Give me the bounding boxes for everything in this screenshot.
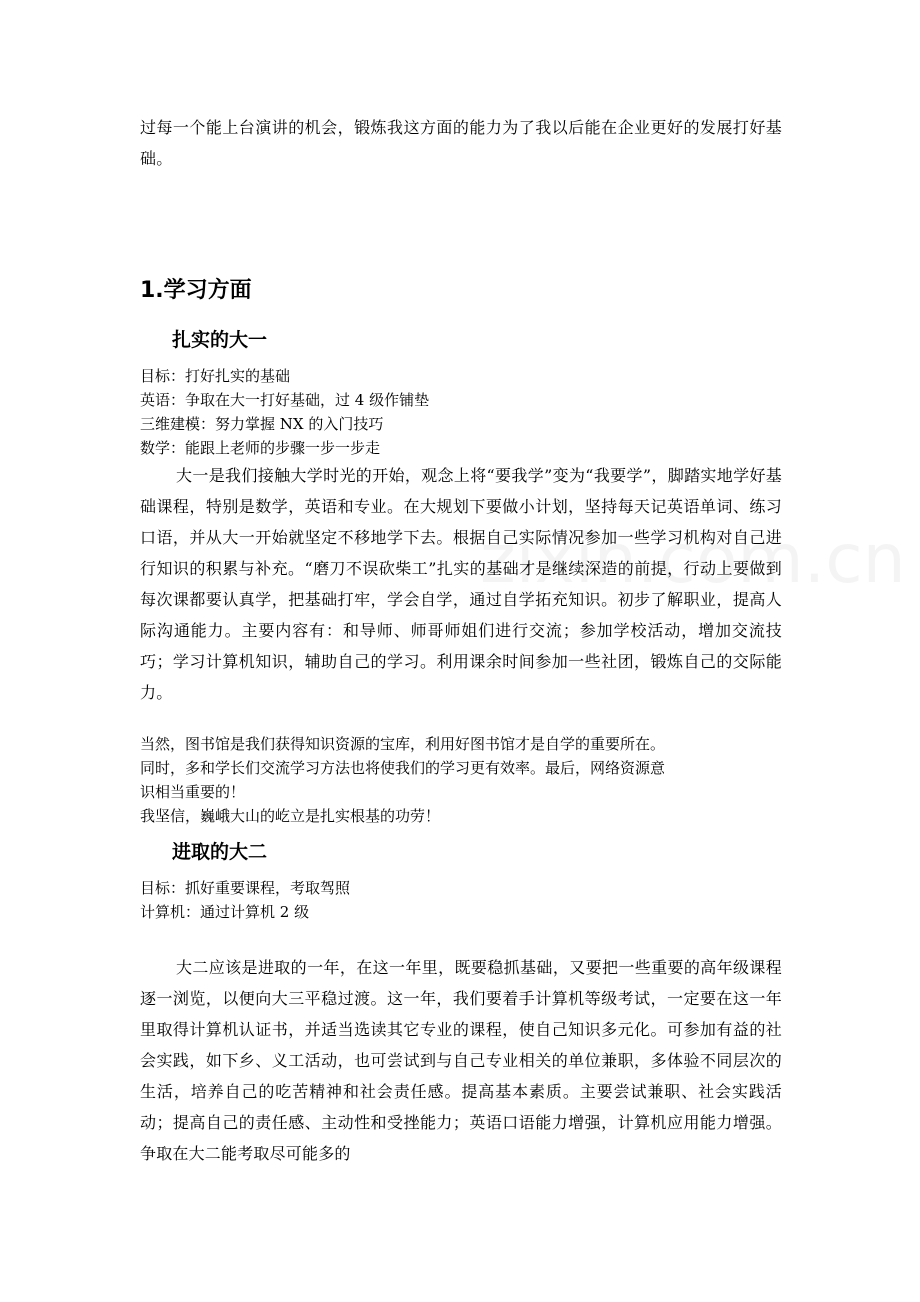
goal-line: 三维建模：努力掌握 NX 的入门技巧 <box>140 415 384 433</box>
year2-paragraph: 大二应该是进取的一年，在这一年里，既要稳抓基础，又要把一些重要的高年级课程逐一浏览，以便向大三平稳过渡。这一年，我们要着手计算机等级考试，一定要在这一年里取得计算机认证书，并适当选读其它专业的课程，使自己知识多元化。可参加有益的社会实践，如下乡、义工活动，也可尝试到与自己专业相关的单位兼职，多体验不同层次的生活，培养自己的吃苦精神和社会责任感。提高基本素质。主要尝试兼职、社会实践活动；提高自己的责任感、主动性和受挫能力；英语口语能力增强，计算机应用能力增强。争取在大二能考取尽可能多的 <box>140 958 782 1163</box>
year1-heading: 扎实的大一 <box>172 329 268 351</box>
year2-heading: 进取的大二 <box>172 841 268 863</box>
section-heading: 1.学习方面 <box>140 278 252 303</box>
goal-line: 计算机：通过计算机 2 级 <box>140 903 310 921</box>
year1-paragraph: 大一是我们接触大学时光的开始，观念上将“要我学”变为“我要学”，脚踏实地学好基础课程，特别是数学，英语和专业。在大规划下要做小计划，坚持每天记英语单词、练习口语，并从大一开始就坚定不移地学下去。根据自己实际情况参加一些学习机构对自己进行知识的积累与补充。“磨刀不误砍柴工”扎实的基础才是继续深造的前提，行动上要做到每次课都要认真学，把基础打牢，学会自学，通过自学拓充知识。初步了解职业，提高人际沟通能力。主要内容有：和导师、师哥师姐们进行交流；参加学校活动，增加交流技巧；学习计算机知识，辅助自己的学习。利用课余时间参加一些社团，锻炼自己的交际能力。 <box>140 466 782 702</box>
goal-line: 数学：能跟上老师的步骤一步一步走 <box>140 439 381 457</box>
note-line: 我坚信，巍峨大山的屹立是扎实根基的功劳！ <box>140 807 441 825</box>
year1-goals <box>140 364 782 460</box>
intro-paragraph: 过每一个能上台演讲的机会，锻炼我这方面的能力为了我以后能在企业更好的发展打好基础。 <box>140 118 782 168</box>
goal-line: 目标：打好扎实的基础 <box>140 367 291 385</box>
note-line: 当然，图书馆是我们获得知识资源的宝库，利用好图书馆才是自学的重要所在。 <box>140 735 666 753</box>
year1-note <box>140 732 782 828</box>
note-line: 同时，多和学长们交流学习方法也将使我们的学习更有效率。最后，网络资源意 <box>140 759 666 777</box>
goal-line: 英语：争取在大一打好基础，过 4 级作铺垫 <box>140 391 430 409</box>
year2-goals <box>140 876 782 924</box>
note-line: 识相当重要的！ <box>140 783 246 801</box>
goal-line: 目标：抓好重要课程，考取驾照 <box>140 879 351 897</box>
